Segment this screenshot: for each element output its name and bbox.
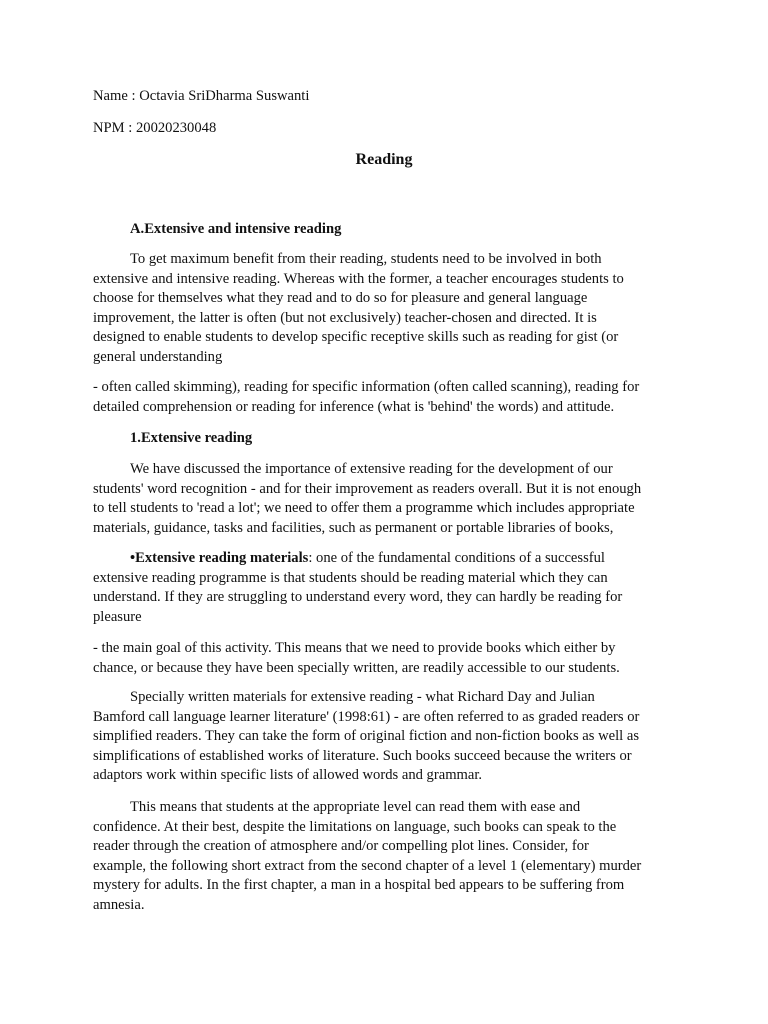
- section-a-paragraph-2: [93, 378, 685, 417]
- text-line: We have discussed the importance of extensive reading for the development of our: [130, 461, 613, 477]
- student-name-line: Name : Octavia SriDharma Suswanti: [93, 88, 310, 104]
- text-line: Specially written materials for extensive reading - what Richard Day and Julian: [130, 689, 595, 705]
- text-line: to tell students to 'read a lot'; we need to offer them a programme which includes appropriate: [93, 500, 635, 517]
- text-line: simplified readers. They can take the form of original fiction and non-fiction books as well as: [93, 728, 640, 745]
- text-line: mystery for adults. In the first chapter, a man in a hospital bed appears to be suffering from: [93, 877, 625, 894]
- section-a-paragraph-1: [93, 250, 685, 368]
- text-line: [93, 549, 685, 569]
- bullet-term: •Extensive reading materials: [130, 550, 309, 566]
- text-line: simplifications of established works of literature. Such books succeed because the writers or: [93, 747, 632, 764]
- text-line: materials, guidance, tasks and facilities, such as permanent or portable libraries of books,: [93, 519, 614, 536]
- text-line: extensive and intensive reading. Whereas with the former, a teacher encourages students to: [93, 270, 624, 287]
- section-1-paragraph-3: [93, 639, 685, 678]
- text-line: chance, or because they have been specially written, are readily accessible to our students.: [93, 659, 620, 676]
- text-line: reader through the creation of atmosphere and/or compelling plot lines. Consider, for: [93, 838, 589, 855]
- text-line: detailed comprehension or reading for inference (what is 'behind' the words) and attitude.: [93, 398, 615, 415]
- text-line: students' word recognition - and for their improvement as readers overall. But it is not enough: [93, 480, 642, 497]
- bullet-extensive-reading-materials: [93, 549, 685, 627]
- text-line: extensive reading programme is that students should be reading material which they can: [93, 569, 608, 586]
- section-1-paragraph-1: [93, 460, 685, 538]
- text-line: pleasure: [93, 608, 142, 625]
- text-line: - often called skimming), reading for specific information (often called scanning), reading for: [93, 379, 640, 395]
- text-line: Bamford call language learner literature' (1998:61) - are often referred to as graded readers or: [93, 708, 640, 725]
- text-line: improvement, the latter is often (but not exclusively) teacher-chosen and directed. It is: [93, 309, 597, 326]
- student-npm-line: NPM : 20020230048: [93, 120, 217, 136]
- bullet-term-description: : one of the fundamental conditions of a successful: [308, 550, 605, 566]
- section-1-paragraph-4: [93, 688, 685, 786]
- section-1-heading: 1.Extensive reading: [130, 430, 253, 446]
- section-a-heading: A.Extensive and intensive reading: [130, 221, 342, 237]
- text-line: designed to enable students to develop specific receptive skills such as reading for gist (or: [93, 329, 619, 346]
- text-line: amnesia.: [93, 896, 145, 913]
- document-title: Reading: [355, 151, 413, 168]
- text-line: choose for themselves what they read and to do so for pleasure and general language: [93, 290, 588, 307]
- text-line: general understanding: [93, 348, 223, 365]
- section-1-paragraph-5: [93, 798, 685, 916]
- text-line: This means that students at the appropriate level can read them with ease and: [130, 799, 581, 815]
- text-line: confidence. At their best, despite the limitations on language, such books can speak to the: [93, 818, 617, 835]
- text-line: - the main goal of this activity. This means that we need to provide books which either by: [93, 640, 616, 656]
- text-line: adaptors work within specific lists of allowed words and grammar.: [93, 767, 483, 784]
- text-line: understand. If they are struggling to understand every word, they can hardly be reading for: [93, 589, 623, 606]
- text-line: To get maximum benefit from their reading, students need to be involved in both: [130, 251, 602, 267]
- text-line: example, the following short extract from the second chapter of a level 1 (elementary) murder: [93, 857, 642, 874]
